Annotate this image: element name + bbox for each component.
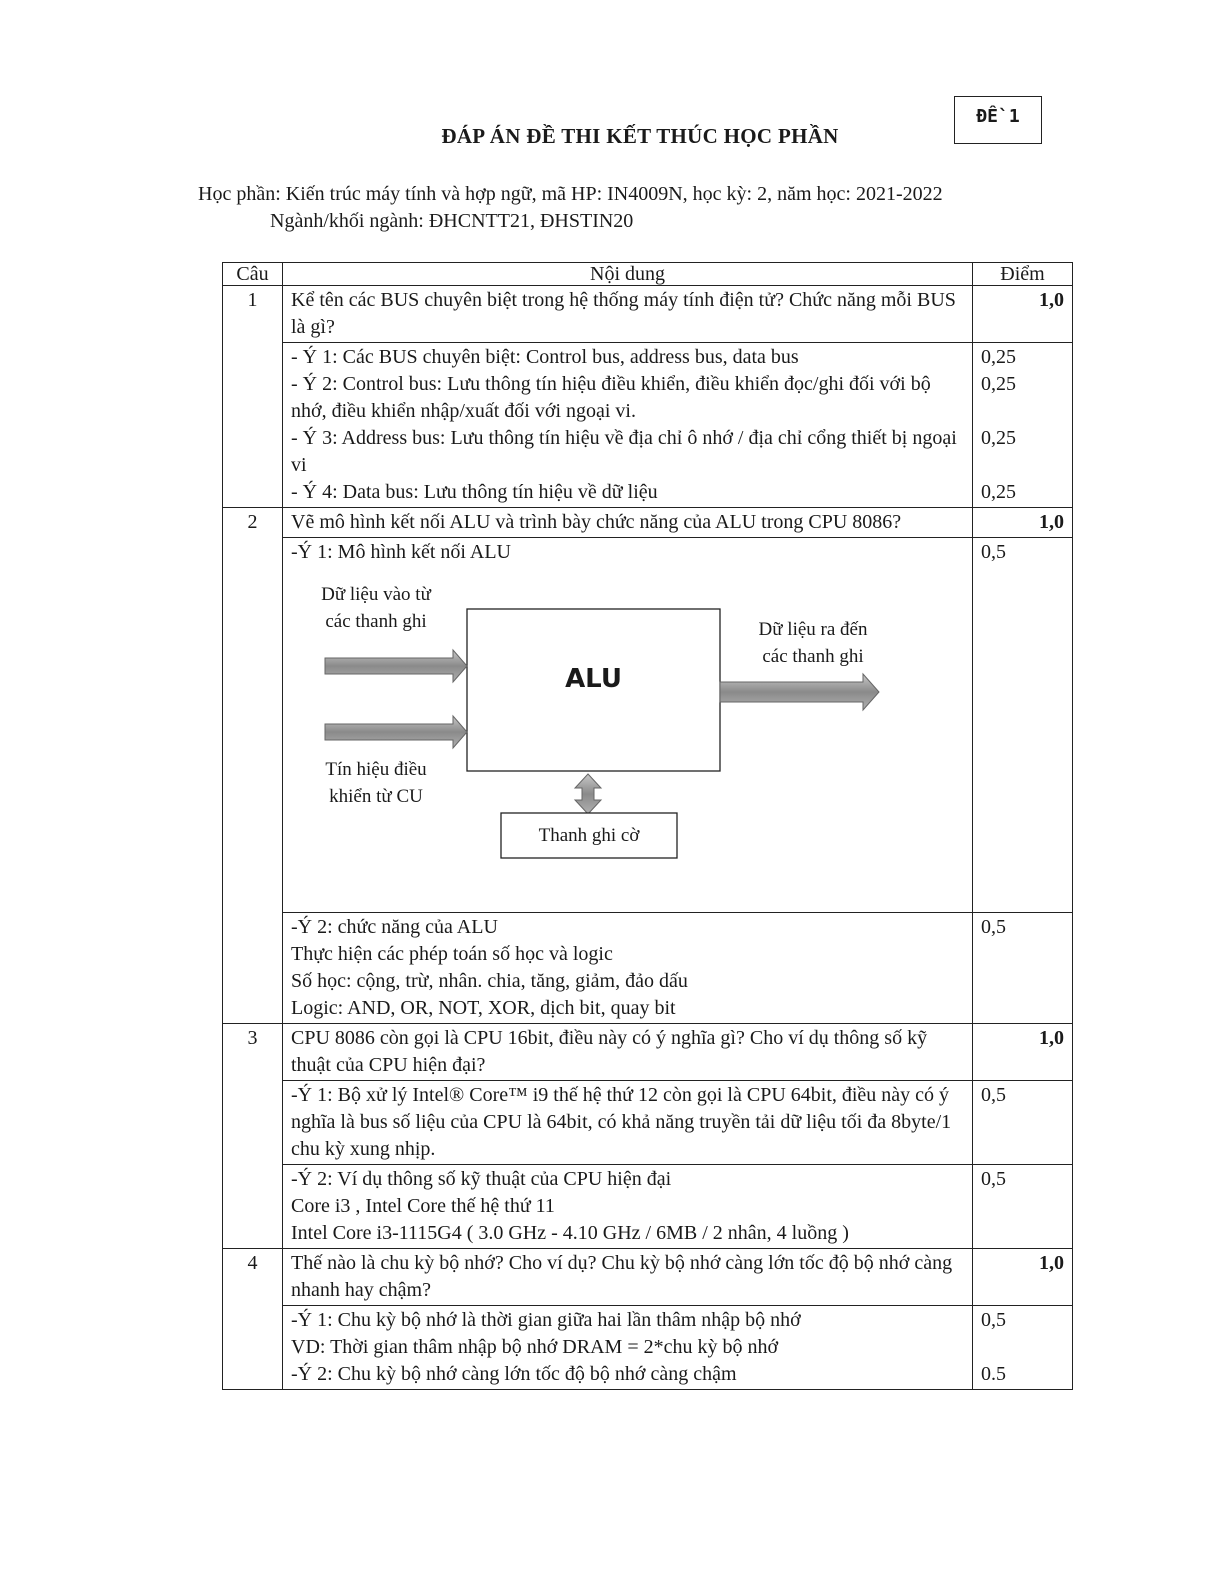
- answer-point: - Ý 1: Các BUS chuyên biệt: Control bus, address bus, data bus: [291, 346, 799, 368]
- table-row: [223, 1081, 1073, 1165]
- table-row: [223, 1024, 1073, 1081]
- point-score: 0,25: [981, 373, 1016, 395]
- input-arrow-data: [325, 650, 467, 682]
- answer-point: -Ý 2: Chu kỳ bộ nhớ càng lớn tốc độ bộ nhớ càng chậm: [291, 1363, 737, 1385]
- question-score: 1,0: [973, 286, 1073, 343]
- question-number: 3: [223, 1024, 283, 1249]
- output-data-label: Dữ liệu ra đến các thanh ghi: [758, 619, 868, 667]
- flags-double-arrow: [575, 774, 601, 814]
- answer-point: - Ý 4: Data bus: Lưu thông tín hiệu về dữ liệu: [291, 481, 658, 503]
- answer-point: Số học: cộng, trừ, nhân. chia, tăng, giảm, đảo dấu: [291, 970, 688, 992]
- table-row: [223, 286, 1073, 343]
- point-score: 0.5: [981, 1363, 1006, 1385]
- answer-point: -Ý 1: Mô hình kết nối ALU: [291, 541, 511, 563]
- question-number: 1: [223, 286, 283, 508]
- input-arrow-control: [325, 716, 467, 748]
- answer-points: [283, 538, 973, 913]
- table-row: [223, 343, 1073, 508]
- question-number: 2: [223, 508, 283, 1024]
- answer-point: - Ý 3: Address bus: Lưu thông tín hiệu về địa chỉ ô nhớ / địa chỉ cổng thiết bị ngoại vi: [291, 427, 957, 476]
- alu-diagram: [283, 566, 964, 911]
- answer-point: -Ý 1: Chu kỳ bộ nhớ là thời gian giữa hai lần thâm nhập bộ nhớ: [291, 1309, 801, 1331]
- table-row: [223, 1249, 1073, 1306]
- answer-point: VD: Thời gian thâm nhập bộ nhớ DRAM = 2*chu kỳ bộ nhớ: [291, 1336, 779, 1358]
- answer-points: [283, 1165, 973, 1249]
- point-scores: [973, 1306, 1073, 1390]
- answer-point: Intel Core i3-1115G4 ( 3.0 GHz - 4.10 GHz / 6MB / 2 nhân, 4 luồng ): [291, 1222, 849, 1244]
- answer-point: -Ý 2: Ví dụ thông số kỹ thuật của CPU hiện đại: [291, 1168, 672, 1190]
- table-row: [223, 508, 1073, 538]
- point-score: 0,25: [981, 427, 1016, 449]
- point-score: 0,5: [981, 1309, 1006, 1331]
- page-title: ĐÁP ÁN ĐỀ THI KẾT THÚC HỌC PHẦN: [441, 124, 839, 148]
- answer-table: [222, 262, 1073, 1390]
- point-score: 0,5: [973, 1165, 1073, 1249]
- answer-points: [283, 913, 973, 1024]
- point-score: 0,25: [981, 346, 1016, 368]
- output-arrow-data: [720, 674, 879, 710]
- table-row: [223, 1306, 1073, 1390]
- answer-point: - Ý 2: Control bus: Lưu thông tín hiệu điều khiển, điều khiển đọc/ghi đối với bộ nhớ, điều khiển nhập/xuất đối với ngoại vi.: [291, 373, 931, 422]
- question-score: 1,0: [973, 508, 1073, 538]
- point-score: 0,5: [973, 1081, 1073, 1165]
- question-text: Thế nào là chu kỳ bộ nhớ? Cho ví dụ? Chu kỳ bộ nhớ càng lớn tốc độ bộ nhớ càng nhanh hay chậm?: [283, 1249, 973, 1306]
- input-data-label: Dữ liệu vào từ các thanh ghi: [321, 584, 431, 632]
- answer-point: -Ý 2: chức năng của ALU: [291, 916, 498, 938]
- answer-point: Logic: AND, OR, NOT, XOR, dịch bit, quay bit: [291, 997, 676, 1019]
- question-score: 1,0: [973, 1024, 1073, 1081]
- answer-point: -Ý 1: Bộ xử lý Intel® Core™ i9 thế hệ thứ 12 còn gọi là CPU 64bit, điều này có ý nghĩa là bus số liệu của CPU là 64bit, có khả năng truyền tải dữ liệu tối đa 8byte/1 chu kỳ xung nhịp.: [283, 1081, 973, 1165]
- point-score: 0,25: [981, 481, 1016, 503]
- table-row: [223, 913, 1073, 1024]
- question-score: 1,0: [973, 1249, 1073, 1306]
- question-text: CPU 8086 còn gọi là CPU 16bit, điều này có ý nghĩa gì? Cho ví dụ thông số kỹ thuật của CPU hiện đại?: [283, 1024, 973, 1081]
- major-info: Ngành/khối ngành: ĐHCNTT21, ĐHSTIN20: [270, 210, 634, 232]
- question-text: Vẽ mô hình kết nối ALU và trình bày chức năng của ALU trong CPU 8086?: [283, 508, 973, 538]
- alu-label: ALU: [565, 664, 622, 694]
- col-header-cau: Câu: [223, 263, 283, 286]
- table-header-row: [223, 263, 1073, 286]
- question-number: 4: [223, 1249, 283, 1390]
- point-score: 0,5: [973, 913, 1073, 1024]
- answer-points: [283, 343, 973, 508]
- flags-label: Thanh ghi cờ: [538, 825, 640, 846]
- course-info: Học phần: Kiến trúc máy tính và hợp ngữ, mã HP: IN4009N, học kỳ: 2, năm học: 2021-2022: [198, 183, 943, 205]
- point-score: 0,5: [973, 538, 1073, 913]
- table-row: [223, 1165, 1073, 1249]
- point-scores: [973, 343, 1073, 508]
- answer-points: [283, 1306, 973, 1390]
- col-header-diem: Điểm: [973, 263, 1073, 286]
- answer-point: Core i3 , Intel Core thế hệ thứ 11: [291, 1195, 555, 1217]
- question-text: Kể tên các BUS chuyên biệt trong hệ thống máy tính điện tử? Chức năng mỗi BUS là gì?: [283, 286, 973, 343]
- answer-point: Thực hiện các phép toán số học và logic: [291, 943, 613, 965]
- table-row: [223, 538, 1073, 913]
- exam-code-box: ĐỀ 1: [954, 96, 1042, 144]
- control-signal-label: Tín hiệu điều khiển từ CU: [325, 759, 427, 807]
- col-header-noidung: Nội dung: [283, 263, 973, 286]
